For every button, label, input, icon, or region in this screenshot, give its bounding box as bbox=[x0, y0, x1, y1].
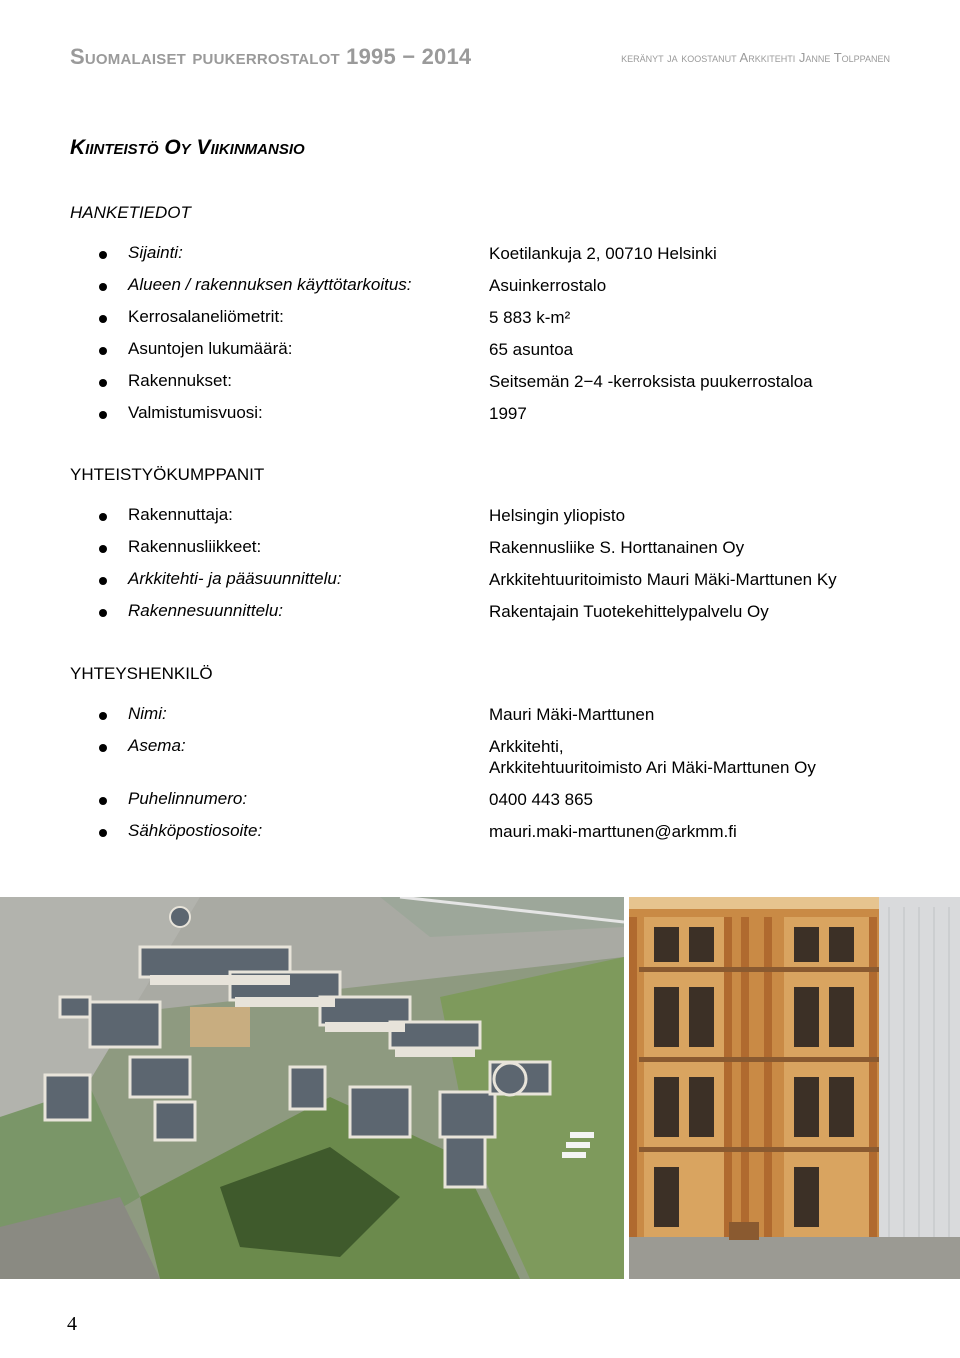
photo-row bbox=[0, 897, 960, 1279]
bullet-icon bbox=[99, 712, 107, 720]
header-title: Suomalaiset puukerrostalot 1995 − 2014 bbox=[70, 44, 472, 69]
bullet-icon bbox=[99, 829, 107, 837]
item-value: 1997 bbox=[489, 404, 527, 423]
list-item bbox=[0, 403, 960, 435]
bullet-icon bbox=[99, 251, 107, 259]
bullet-icon bbox=[99, 315, 107, 323]
list-item bbox=[0, 569, 960, 601]
item-label: Sijainti: bbox=[128, 243, 183, 262]
section-title-yhteyshenkilo: YHTEYSHENKILÖ bbox=[70, 664, 213, 683]
item-value: Asuinkerrostalo bbox=[489, 276, 607, 295]
item-label: Asema: bbox=[128, 736, 186, 755]
list-item bbox=[0, 307, 960, 339]
list-item bbox=[0, 537, 960, 569]
item-label: Sähköpostiosoite: bbox=[128, 821, 263, 840]
bullet-icon bbox=[99, 379, 107, 387]
page-header bbox=[70, 44, 890, 76]
item-value: Rakennusliike S. Horttanainen Oy bbox=[489, 538, 745, 557]
list-item bbox=[0, 704, 960, 736]
aerial-photo bbox=[0, 897, 624, 1279]
list-item bbox=[0, 789, 960, 821]
item-label: Rakennukset: bbox=[128, 371, 232, 390]
section-title-hanketiedot: HANKETIEDOT bbox=[70, 203, 191, 222]
item-label: Rakennusliikkeet: bbox=[128, 537, 262, 556]
page-number: 4 bbox=[67, 1313, 77, 1335]
item-label: Rakennuttaja: bbox=[128, 505, 233, 524]
item-value-line-1: Arkkitehti, bbox=[489, 737, 564, 756]
list-item bbox=[0, 821, 960, 853]
item-value: Koetilankuja 2, 00710 Helsinki bbox=[489, 244, 717, 263]
bullet-icon bbox=[99, 283, 107, 291]
item-label: Puhelinnumero: bbox=[128, 789, 248, 808]
list-item bbox=[0, 601, 960, 633]
bullet-icon bbox=[99, 545, 107, 553]
list-item bbox=[0, 371, 960, 403]
list-item bbox=[0, 243, 960, 275]
item-value: 5 883 k-m² bbox=[489, 308, 571, 327]
list-item bbox=[0, 339, 960, 371]
bullet-icon bbox=[99, 577, 107, 585]
bullet-icon bbox=[99, 609, 107, 617]
list-item bbox=[0, 505, 960, 537]
bullet-icon bbox=[99, 513, 107, 521]
item-value: 65 asuntoa bbox=[489, 340, 574, 359]
yhteyshenkilo-list bbox=[0, 704, 960, 853]
item-label: Valmistumisvuosi: bbox=[128, 403, 263, 422]
list-item bbox=[0, 275, 960, 307]
facade-photo bbox=[629, 897, 960, 1279]
item-label: Rakennesuunnittelu: bbox=[128, 601, 284, 620]
item-value: Arkkitehtuuritoimisto Mauri Mäki-Marttunen Ky bbox=[489, 570, 837, 589]
item-value-line-2: Arkkitehtuuritoimisto Ari Mäki-Marttunen Oy bbox=[489, 758, 816, 777]
item-value: 0400 443 865 bbox=[489, 790, 593, 809]
item-value: Mauri Mäki-Marttunen bbox=[489, 705, 655, 724]
item-label: Asuntojen lukumäärä: bbox=[128, 339, 293, 358]
bullet-icon bbox=[99, 347, 107, 355]
hanketiedot-list bbox=[0, 243, 960, 435]
item-value: Rakentajain Tuotekehittelypalvelu Oy bbox=[489, 602, 769, 621]
item-value: Helsingin yliopisto bbox=[489, 506, 626, 525]
item-label: Nimi: bbox=[128, 704, 167, 723]
bullet-icon bbox=[99, 744, 107, 752]
list-item bbox=[0, 736, 960, 789]
item-value: Seitsemän 2−4 -kerroksista puukerrostaloa bbox=[489, 372, 813, 391]
item-value bbox=[489, 736, 816, 778]
item-label: Arkkitehti- ja pääsuunnittelu: bbox=[128, 569, 342, 588]
bullet-icon bbox=[99, 411, 107, 419]
header-credit: keränyt ja koostanut Arkkitehti Janne Tolppanen bbox=[621, 50, 890, 65]
yhteistyokumppanit-list bbox=[0, 505, 960, 633]
page-title: Kiinteistö Oy Viikinmansio bbox=[70, 136, 305, 159]
section-title-yhteistyokumppanit: YHTEISTYÖKUMPPANIT bbox=[70, 465, 265, 484]
item-label: Kerrosalaneliömetrit: bbox=[128, 307, 284, 326]
bullet-icon bbox=[99, 797, 107, 805]
item-label: Alueen / rakennuksen käyttötarkoitus: bbox=[128, 275, 412, 294]
item-value: mauri.maki-marttunen@arkmm.fi bbox=[489, 822, 737, 841]
